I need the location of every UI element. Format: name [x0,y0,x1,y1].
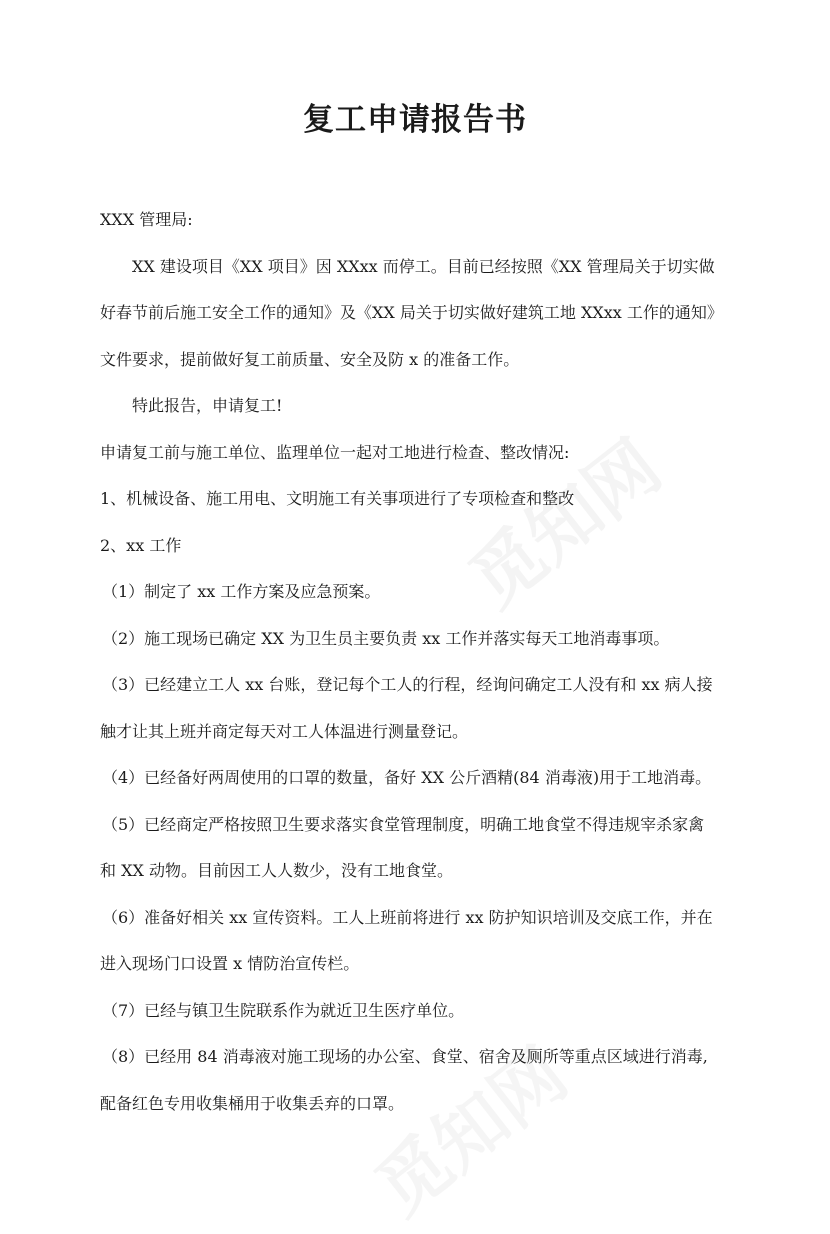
paragraph-line: 好春节前后施工安全工作的通知》及《XX 局关于切实做好建筑工地 XXxx 工作的通知》 [100,303,723,322]
document-title: 复工申请报告书 [303,102,527,138]
paragraph-line: 文件要求，提前做好复工前质量、安全及防 x 的准备工作。 [100,349,520,369]
paragraph-line: 配备红色专用收集桶用于收集丢弃的口罩。 [100,1093,405,1113]
list-item: （6）准备好相关 xx 宣传资料。工人上班前将进行 xx 防护知识培训及交底工作，并在 [102,907,713,927]
paragraph-line: 特此报告，申请复工! [132,396,283,415]
salutation: XXX 管理局: [100,210,193,229]
list-item: （3）已经建立工人 xx 台账，登记每个工人的行程，经询问确定工人没有和 xx 病人接 [102,675,713,694]
paragraph-line: 申请复工前与施工单位、监理单位一起对工地进行检查、整改情况: [100,442,570,462]
list-item: （8）已经用 84 消毒液对施工现场的办公室、食堂、宿舍及厕所等重点区域进行消毒, [102,1047,708,1066]
list-item: （5）已经商定严格按照卫生要求落实食堂管理制度，明确工地食堂不得违规宰杀家禽 [102,814,705,834]
list-item: 2、xx 工作 [100,535,182,555]
list-item: （7）已经与镇卫生院联系作为就近卫生医疗单位。 [102,1000,465,1020]
paragraph-line: 和 XX 动物。目前因工人人数少，没有工地食堂。 [100,861,453,880]
list-item: （2）施工现场已确定 XX 为卫生员主要负责 xx 工作并落实每天工地消毒事项。 [102,628,670,648]
list-item: 1、机械设备、施工用电、文明施工有关事项进行了专项检查和整改 [100,489,575,508]
document-body [100,197,740,1127]
list-item: （1）制定了 xx 工作方案及应急预案。 [102,582,381,601]
paragraph-line: 触才让其上班并商定每天对工人体温进行测量登记。 [100,721,469,741]
paragraph-line: XX 建设项目《XX 项目》因 XXxx 而停工。目前已经按照《XX 管理局关于切实做 [132,256,715,276]
list-item: （4）已经备好两周使用的口罩的数量，备好 XX 公斤酒精(84 消毒液)用于工地消毒。 [102,768,712,787]
paragraph-line: 进入现场门口设置 x 情防治宣传栏。 [100,954,360,973]
